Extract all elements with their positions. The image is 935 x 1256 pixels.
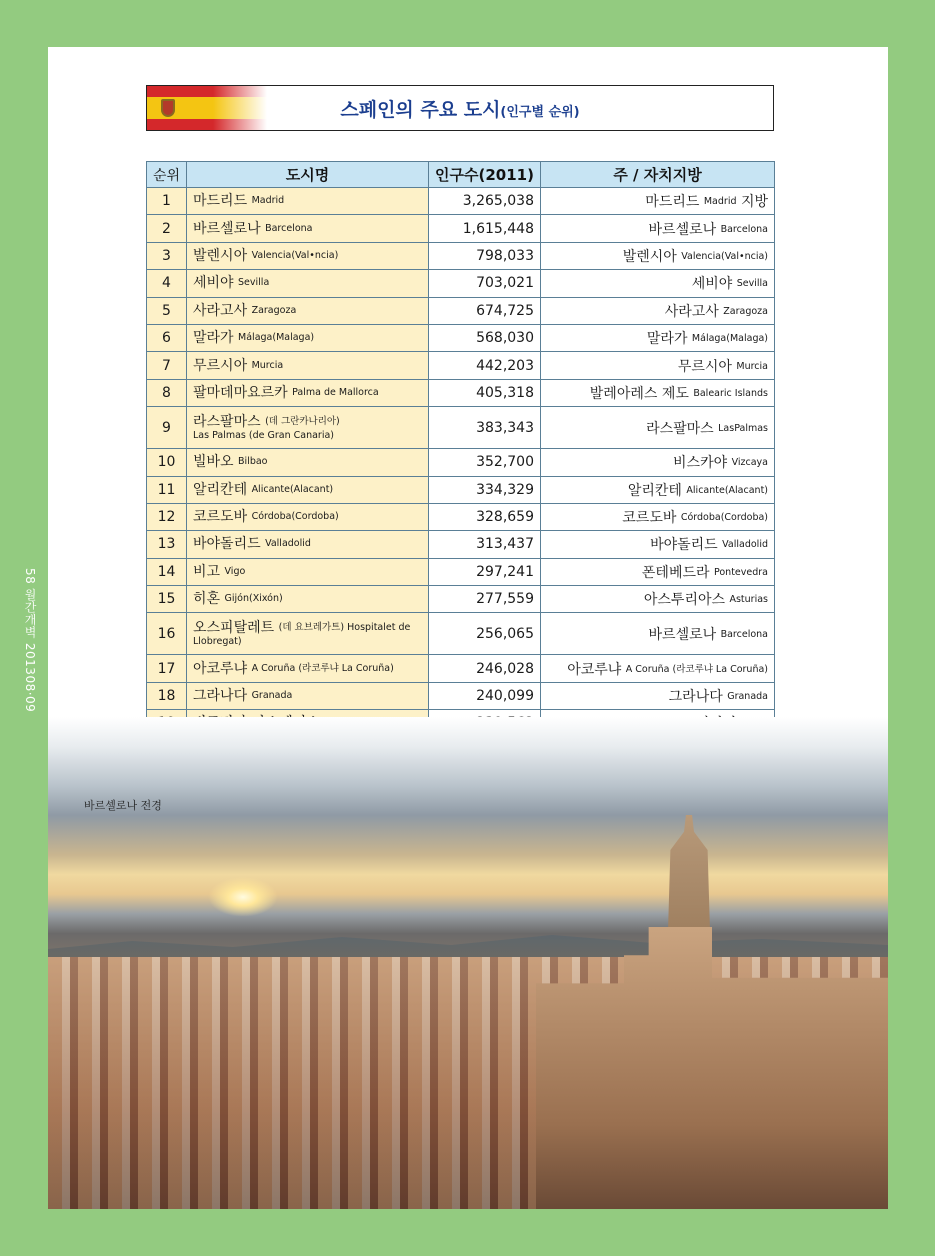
header-population: 인구수(2011) — [429, 162, 541, 188]
city-name-cell — [187, 324, 429, 351]
city-name-en: Gijón(Xixón) — [224, 593, 283, 605]
table-row — [147, 379, 775, 406]
region-name-en: Alicante(Alacant) — [686, 484, 768, 496]
city-name-ko: 팔마데마요르카 — [193, 384, 288, 401]
table-row — [147, 503, 775, 530]
region-name-ko: 마드리드 — [645, 194, 700, 211]
region-name-en: Granada — [727, 691, 768, 703]
rank-cell: 17 — [147, 655, 187, 682]
region-cell — [541, 297, 775, 324]
region-name-en: Vizcaya — [731, 457, 768, 469]
city-name-ko: 사라고사 — [193, 302, 248, 319]
city-name-ko: 비고 — [193, 563, 221, 580]
region-name-ko: 바야돌리드 — [650, 537, 718, 554]
population-cell: 328,659 — [429, 503, 541, 530]
city-name-cell — [187, 682, 429, 709]
region-name-en: Córdoba(Cordoba) — [680, 512, 768, 524]
coat-of-arms-icon — [161, 99, 175, 117]
table-row — [147, 270, 775, 297]
table-row — [147, 242, 775, 269]
spain-flag-icon — [147, 86, 267, 130]
region-cell — [541, 586, 775, 613]
table-row — [147, 449, 775, 476]
region-name-en: Valencia(Val•ncia) — [681, 250, 768, 262]
population-cell: 297,241 — [429, 558, 541, 585]
region-name-ko: 비스카야 — [673, 455, 728, 472]
rank-cell: 1 — [147, 188, 187, 215]
city-name-en: Sevilla — [238, 277, 270, 289]
region-cell — [541, 242, 775, 269]
region-name-ko: 사라고사 — [664, 303, 719, 320]
page-title — [340, 95, 579, 122]
region-name-en: LasPalmas — [718, 422, 768, 434]
region-cell — [541, 613, 775, 655]
header-rank: 순위 — [147, 162, 187, 188]
photo-caption: 바르셀로나 전경 — [84, 799, 162, 812]
cities-table — [146, 161, 775, 765]
city-name-en: Málaga(Malaga) — [238, 332, 315, 344]
population-cell: 313,437 — [429, 531, 541, 558]
city-name-ko: 빌바오 — [193, 454, 234, 471]
rank-cell: 7 — [147, 352, 187, 379]
rank-cell: 6 — [147, 324, 187, 351]
city-name-ko: 마드리드 — [193, 193, 248, 210]
city-name-cell — [187, 655, 429, 682]
city-name-ko: 무르시아 — [193, 357, 248, 374]
region-name-ko: 무르시아 — [677, 358, 732, 375]
city-name-en: Madrid — [251, 195, 285, 207]
region-name-ko: 바르셀로나 — [648, 221, 717, 238]
table-row — [147, 188, 775, 215]
population-cell: 334,329 — [429, 476, 541, 503]
table-row — [147, 682, 775, 709]
table-row — [147, 297, 775, 324]
city-name-ko: 바야돌리드 — [193, 536, 261, 553]
city-name-en: Granada — [251, 690, 293, 702]
region-name-ko: 코르도바 — [622, 510, 677, 527]
city-name-en: Córdoba(Cordoba) — [251, 511, 339, 523]
city-name-cell — [187, 613, 429, 655]
table-row — [147, 407, 775, 449]
region-cell — [541, 531, 775, 558]
city-name-en: (데 요브레가트) Hospitalet de — [278, 622, 411, 634]
table-row — [147, 324, 775, 351]
title-main: 스페인의 주요 도시 — [340, 98, 501, 121]
city-name-ko: 오스피탈레트 — [193, 620, 275, 637]
region-cell — [541, 270, 775, 297]
region-name-en: Barcelona — [720, 628, 768, 640]
city-name-cell — [187, 449, 429, 476]
region-name-en: Murcia — [736, 360, 768, 372]
population-cell: 798,033 — [429, 242, 541, 269]
table-row — [147, 586, 775, 613]
city-name-ko: 코르도바 — [193, 509, 248, 526]
city-name-en: Murcia — [251, 359, 284, 371]
rank-cell: 9 — [147, 407, 187, 449]
city-name-extra: Llobregat) — [193, 636, 242, 648]
region-name-en: Barcelona — [720, 223, 768, 235]
city-name-cell — [187, 188, 429, 215]
rank-cell: 5 — [147, 297, 187, 324]
population-cell: 674,725 — [429, 297, 541, 324]
city-name-en: Valladolid — [265, 538, 311, 550]
region-name-en: Madrid — [703, 196, 737, 208]
page-number-label: 58 월간개벽 201308·09 — [23, 568, 37, 713]
rank-cell: 18 — [147, 682, 187, 709]
rank-cell: 15 — [147, 586, 187, 613]
table-body — [147, 188, 775, 765]
city-name-cell — [187, 558, 429, 585]
city-name-cell — [187, 297, 429, 324]
city-name-ko: 알리칸테 — [193, 481, 248, 498]
city-name-en: Palma de Mallorca — [292, 386, 379, 398]
region-name-ko: 알리칸테 — [627, 482, 682, 499]
region-name-en: Balearic Islands — [693, 387, 768, 399]
title-sub: (인구별 순위) — [500, 104, 580, 120]
table-row — [147, 215, 775, 242]
rank-cell: 14 — [147, 558, 187, 585]
city-name-en: A Coruña (라코루냐 La Coruña) — [251, 663, 394, 675]
table-row — [147, 352, 775, 379]
region-name-ko: 아스투리아스 — [643, 592, 726, 609]
header-city: 도시명 — [187, 162, 429, 188]
city-name-en: (데 그란카나리아) — [265, 416, 340, 428]
population-cell: 277,559 — [429, 586, 541, 613]
city-name-en: Valencia(Val•ncia) — [251, 249, 339, 261]
region-name-ko: 발레아레스 제도 — [589, 385, 689, 402]
header-region: 주 / 자치지방 — [541, 162, 775, 188]
city-name-ko: 바르셀로나 — [193, 220, 261, 237]
table-row — [147, 613, 775, 655]
population-cell: 3,265,038 — [429, 188, 541, 215]
rank-cell: 11 — [147, 476, 187, 503]
population-cell: 568,030 — [429, 324, 541, 351]
region-name-en: Pontevedra — [713, 566, 768, 578]
region-cell — [541, 476, 775, 503]
region-cell — [541, 215, 775, 242]
region-cell — [541, 379, 775, 406]
city-name-ko: 히혼 — [193, 591, 221, 608]
region-suffix: 지방 — [740, 194, 768, 211]
city-name-en: Zaragoza — [251, 304, 297, 316]
rank-cell: 8 — [147, 379, 187, 406]
city-name-cell — [187, 215, 429, 242]
rank-cell: 3 — [147, 242, 187, 269]
population-cell: 442,203 — [429, 352, 541, 379]
rank-cell: 13 — [147, 531, 187, 558]
rank-cell: 2 — [147, 215, 187, 242]
region-cell — [541, 188, 775, 215]
city-name-ko: 그라나다 — [193, 688, 248, 705]
region-name-ko: 라스팔마스 — [646, 420, 714, 437]
region-cell — [541, 407, 775, 449]
city-name-cell — [187, 379, 429, 406]
city-name-cell — [187, 352, 429, 379]
population-cell: 405,318 — [429, 379, 541, 406]
region-cell — [541, 449, 775, 476]
region-name-ko: 발렌시아 — [622, 248, 677, 265]
city-name-cell — [187, 270, 429, 297]
table-row — [147, 476, 775, 503]
rank-cell: 16 — [147, 613, 187, 655]
city-name-ko: 세비야 — [193, 275, 234, 292]
table-row — [147, 558, 775, 585]
sunset-glow — [208, 877, 278, 917]
city-photo — [48, 717, 888, 1209]
table-row — [147, 531, 775, 558]
region-cell — [541, 682, 775, 709]
city-name-ko: 말라가 — [193, 330, 234, 347]
city-name-ko: 라스팔마스 — [193, 414, 261, 431]
city-name-cell — [187, 242, 429, 269]
population-cell: 256,065 — [429, 613, 541, 655]
region-name-ko: 세비야 — [691, 276, 733, 293]
population-cell: 383,343 — [429, 407, 541, 449]
city-name-cell — [187, 503, 429, 530]
population-cell: 246,028 — [429, 655, 541, 682]
population-cell: 703,021 — [429, 270, 541, 297]
region-name-ko: 폰테베드라 — [641, 564, 710, 581]
population-cell: 240,099 — [429, 682, 541, 709]
region-cell — [541, 352, 775, 379]
region-name-ko: 바르셀로나 — [648, 626, 717, 643]
population-cell: 1,615,448 — [429, 215, 541, 242]
population-cell: 352,700 — [429, 449, 541, 476]
city-name-en: Alicante(Alacant) — [251, 483, 334, 495]
region-name-ko: 아코루냐 — [567, 661, 622, 678]
region-name-ko: 그라나다 — [668, 689, 723, 706]
city-name-ko: 아코루냐 — [193, 661, 248, 678]
region-cell — [541, 324, 775, 351]
region-cell — [541, 503, 775, 530]
title-box — [146, 85, 774, 131]
city-name-cell — [187, 531, 429, 558]
region-cell — [541, 558, 775, 585]
region-name-en: Málaga(Malaga) — [691, 333, 768, 345]
rank-cell: 10 — [147, 449, 187, 476]
city-name-en: Bilbao — [238, 456, 268, 468]
region-name-ko: 말라가 — [646, 331, 688, 348]
table-header-row — [147, 162, 775, 188]
rank-cell: 12 — [147, 503, 187, 530]
city-name-extra: Las Palmas (de Gran Canaria) — [193, 430, 334, 442]
city-name-cell — [187, 586, 429, 613]
region-name-en: Zaragoza — [723, 305, 768, 317]
rank-cell: 4 — [147, 270, 187, 297]
region-name-en: Valladolid — [722, 539, 768, 551]
city-name-cell — [187, 407, 429, 449]
city-name-en: Vigo — [224, 565, 246, 577]
region-name-en: Sevilla — [736, 278, 768, 290]
region-name-en: A Coruña (라코루냐 La Coruña) — [625, 663, 768, 675]
region-name-en: Asturias — [729, 594, 768, 606]
table-row — [147, 655, 775, 682]
city-name-en: Barcelona — [265, 222, 313, 234]
region-cell — [541, 655, 775, 682]
document-page — [48, 47, 888, 1209]
city-name-ko: 발렌시아 — [193, 247, 248, 264]
city-name-cell — [187, 476, 429, 503]
